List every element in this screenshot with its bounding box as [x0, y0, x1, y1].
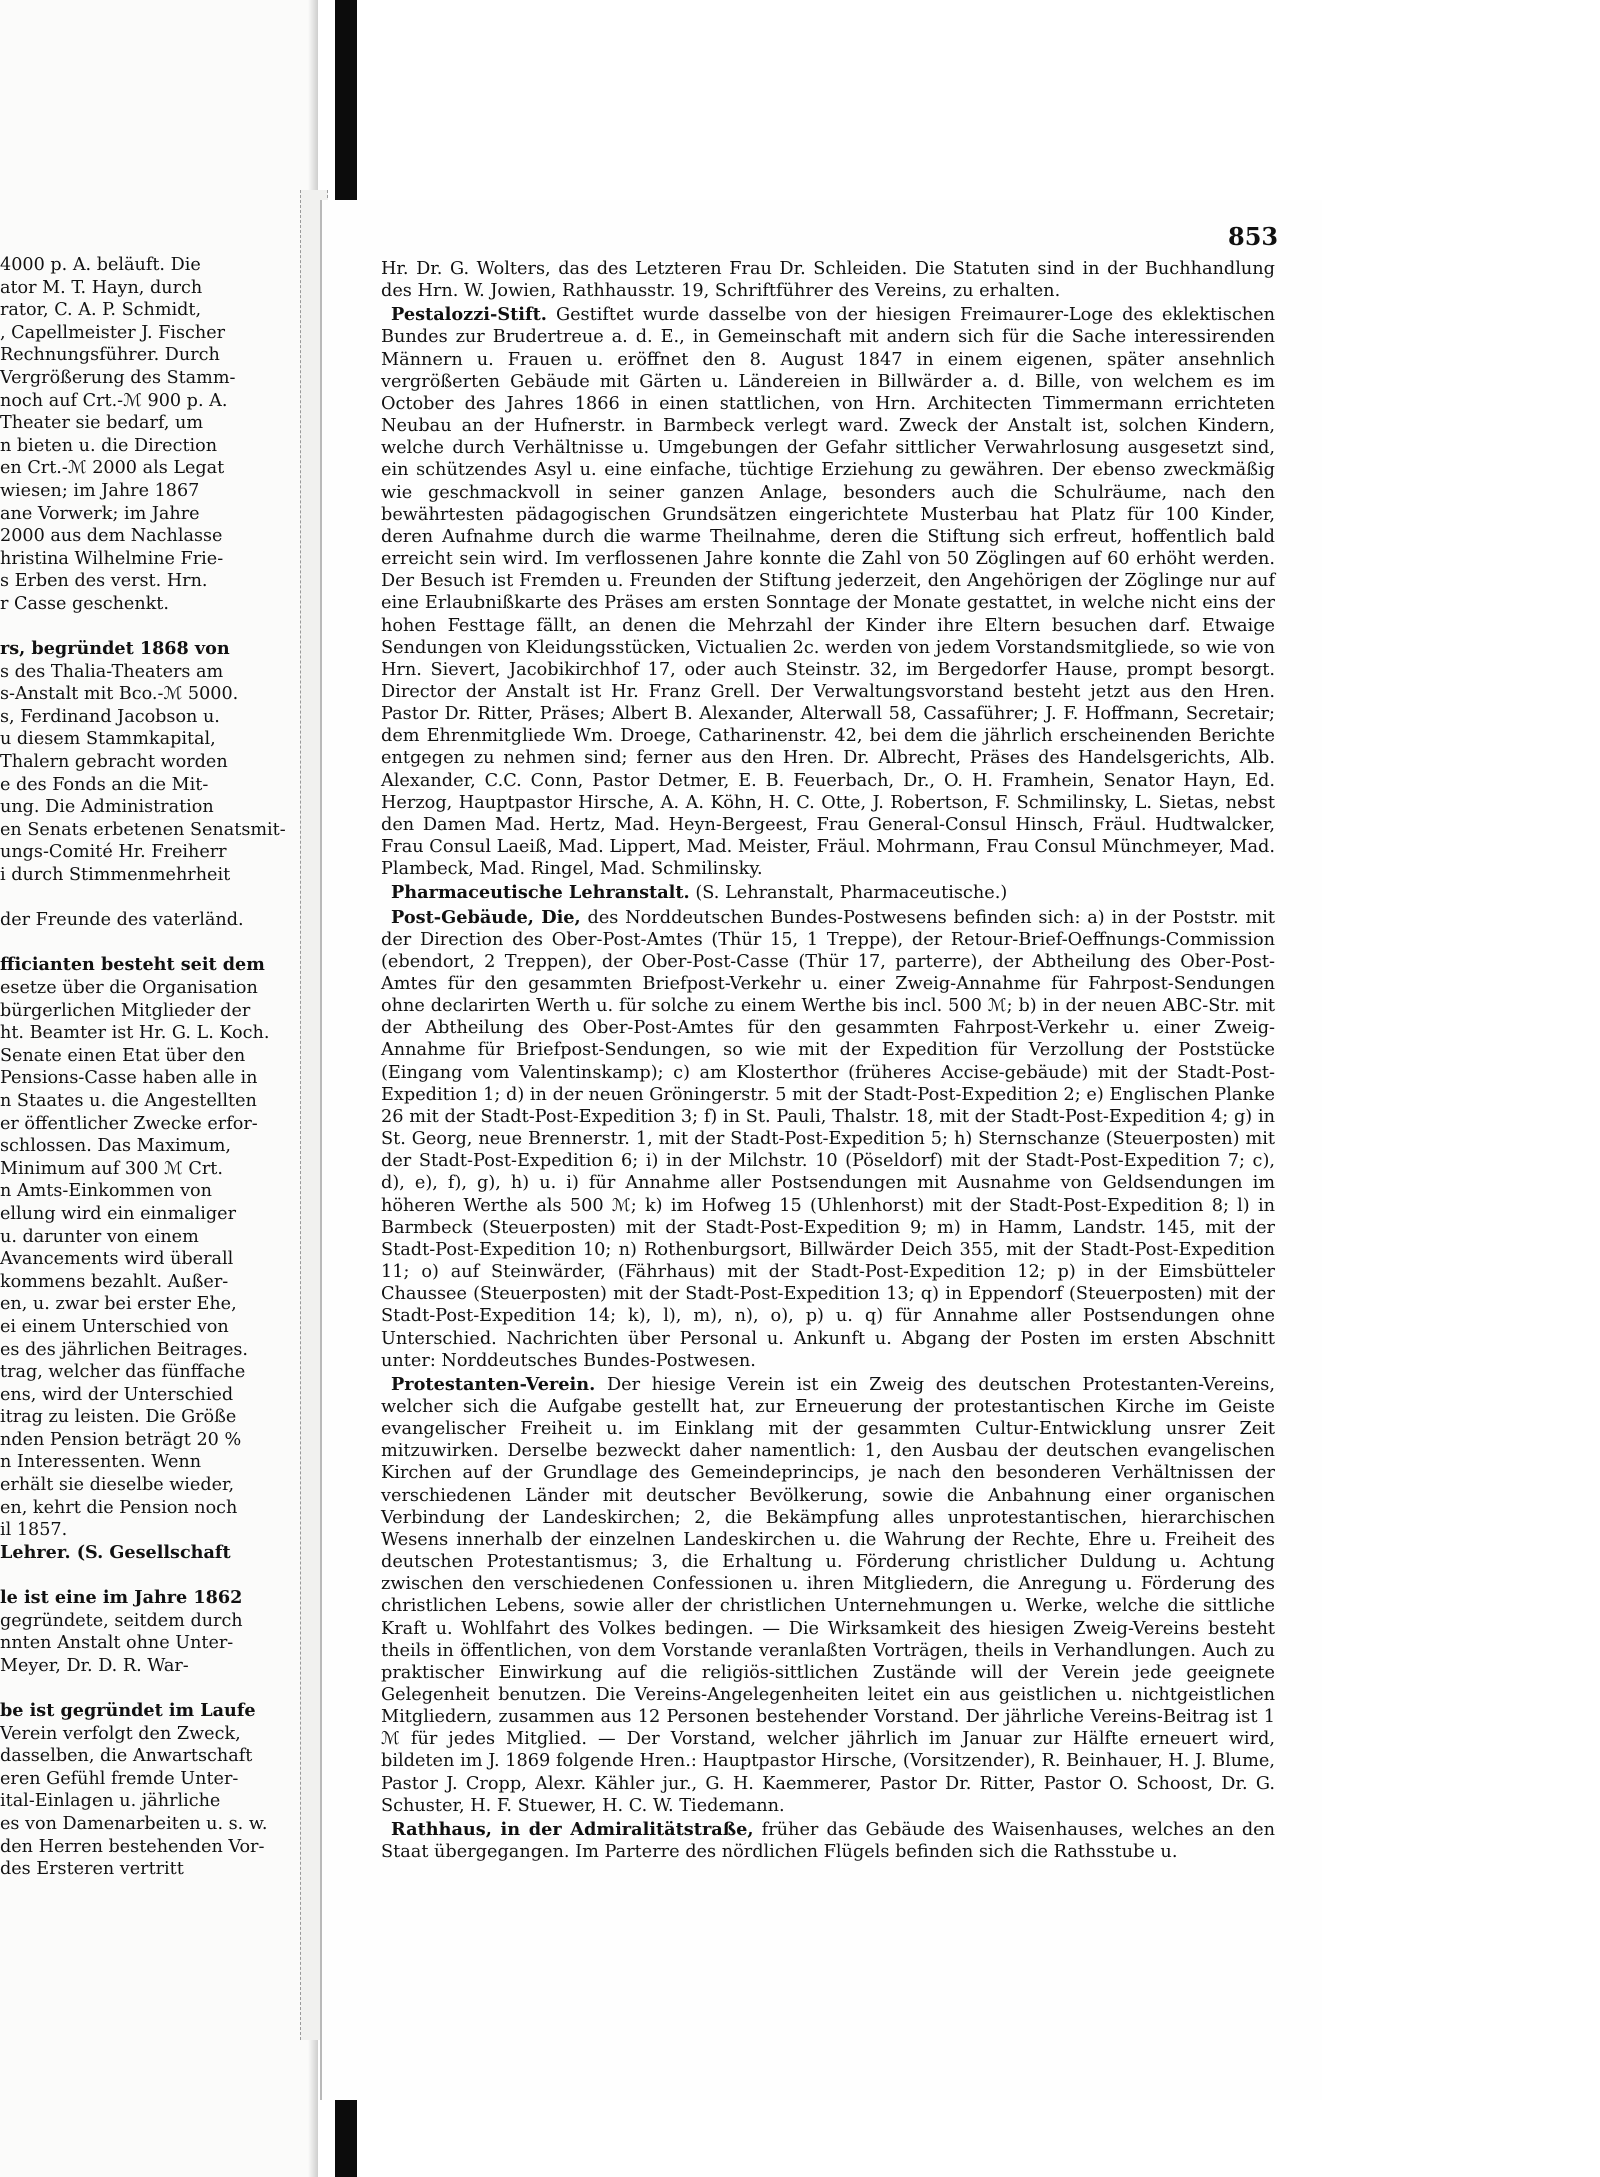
- left-line: en Crt.-ℳ 2000 als Legat: [0, 458, 225, 479]
- left-line: noch auf Crt.-ℳ 900 p. A.: [0, 390, 228, 411]
- left-line: nnten Anstalt ohne Unter-: [0, 1633, 234, 1654]
- left-line: ung. Die Administration: [0, 797, 214, 818]
- left-line: esetze über die Organisation: [0, 978, 258, 998]
- left-line: ht. Beamter ist Hr. G. L. Koch.: [0, 1023, 270, 1044]
- paragraph-continuation: Hr. Dr. G. Wolters, das des Letzteren Frau Dr. Schleiden. Die Statuten sind in der Buchhandlung des Hrn. W. Jowien, Rathhausstr. 19, Schriftführer des Vereins, zu erhalten.: [381, 259, 1275, 302]
- left-line: s, Ferdinand Jacobson u.: [0, 706, 220, 727]
- left-line: Theater sie bedarf, um: [0, 413, 204, 434]
- left-line: itrag zu leisten. Die Größe: [0, 1407, 237, 1428]
- left-line: 2000 aus dem Nachlasse: [0, 526, 223, 547]
- left-line: der Freunde des vaterländ.: [0, 910, 244, 931]
- left-page-text: [0, 254, 318, 1881]
- left-line: [0, 932, 318, 955]
- left-line: be ist gegründet im Laufe: [0, 1700, 256, 1721]
- left-line: ellung wird ein einmaliger: [0, 1203, 236, 1224]
- left-line: e des Fonds an die Mit-: [0, 774, 209, 795]
- left-line: es von Damenarbeiten u. s. w.: [0, 1813, 268, 1834]
- left-line: s des Thalia-Theaters am: [0, 661, 224, 682]
- left-line: r Casse geschenkt.: [0, 593, 169, 614]
- left-line: ei einem Unterschied von: [0, 1316, 229, 1337]
- left-line: ens, wird der Unterschied: [0, 1384, 234, 1405]
- right-page-text: [381, 258, 1275, 1865]
- page-number: 853: [1228, 222, 1279, 251]
- entry-heading: Post-Gebäude, Die,: [391, 906, 581, 928]
- entry-body: Gestiftet wurde dasselbe von der hiesigen Freimaurer-Loge des eklektischen Bundes zur Brudertreue a. d. E., in Gemeinschaft mit andern sich für die Sache interessirenden Männern u. Frauen u. eröffnet den 8. August 1847 in einem eigenen, später ansehnlich vergrößerten Gebäude mit Gärten u. Ländereien in Billwärder a. d. Bille, von welchem es im October des Jahres 1866 in einen stattlichen, von Hrn. Architecten Timmermann errichteten Neubau an der Hufnerstr. in Barmbeck verlegt ward. Zweck der Anstalt ist, solchen Kindern, welche durch Verhältnisse u. Umgebungen der Gefahr sittlicher Verwahrlosung ausgesetzt sind, ein schützendes Asyl u. eine einfache, tüchtige Erziehung zu gewähren. Der ebenso zweckmäßig wie geschmackvoll in seiner ganzen Anlage, besonders auch die Schulräume, nach den bewährtesten pädagogischen Grundsätzen eingerichtete Musterbau hat Platz für 100 Kinder, deren Aufnahme durch die warme Theilnahme, deren die Stiftung sich erfreut, hoffentlich bald erreicht sein wird. Im verflossenen Jahre konnte die Zahl von 50 Zöglingen auf 60 erhöht werden. Der Besuch ist Fremden u. Freunden der Stiftung jederzeit, den Angehörigen der Zöglinge nur auf eine Erlaubnißkarte des Präses am ersten Sonntage der Monate gestattet, in welche nicht eins der hohen Festtage fällt, an denen die Mehrzahl der Kinder ihre Eltern besuchen darf. Etwaige Sendungen von Kleidungsstücken, Victualien 2c. werden von jedem Vorstandsmitgliede, so wie von Hrn. Sievert, Jacobikirchhof 17, oder auch Steinstr. 32, im Bergedorfer Hause, prompt besorgt. Director der Anstalt ist Hr. Franz Grell. Der Verwaltungsvorstand besteht jetzt aus den Hren. Pastor Dr. Ritter, Präses; Albert B. Alexander, Alterwall 58, Cassaführer; J. F. Hoffmann, Secretair; dem Ehrenmitgliede Wm. Droege, Catharinenstr. 42, bei dem die jährlich erscheinenden Berichte entgegen zu nehmen sind; ferner aus den Hren. Dr. Albrecht, Präses des Handelsgerichts, Alb. Alexander, C.C. Conn, Pastor Detmer, E. B. Feuerbach, Dr., O. H. Framhein, Senator Hayn, Ed. Herzog, Hauptpastor Hirsche, A. A. Köhn, H. C. Otte, J. Robertson, F. Schmilinsky, L. Sietas, nebst den Damen Mad. Hertz, Mad. Heyn-Bergeest, Frau General-Consul Hinsch, Fräul. Hudtwalcker, Frau Consul Laeiß, Mad. Lippert, Mad. Meister, Fräul. Mohrmann, Frau Consul Münchmeyer, Mad. Plambeck, Mad. Ringel, Mad. Schmilinsky.: [381, 305, 1275, 880]
- left-line: en, kehrt die Pension noch: [0, 1497, 238, 1518]
- left-line: u diesem Stammkapital,: [0, 729, 216, 750]
- left-line: Pensions-Casse haben alle in: [0, 1068, 258, 1089]
- left-line: Thalern gebracht worden: [0, 752, 228, 773]
- left-line: s Erben des verst. Hrn.: [0, 571, 208, 592]
- entry-rathhaus: [381, 1819, 1275, 1863]
- left-line: kommens bezahlt. Außer-: [0, 1271, 229, 1292]
- left-line: n Amts-Einkommen von: [0, 1181, 212, 1202]
- entry-body: (S. Lehranstalt, Pharmaceutische.): [695, 883, 1008, 904]
- left-line: il 1857.: [0, 1520, 68, 1541]
- left-line: n bieten u. die Direction: [0, 435, 218, 456]
- left-line: rs, begründet 1868 von: [0, 638, 230, 660]
- left-line: es des jährlichen Beitrages.: [0, 1339, 249, 1360]
- left-line: ator M. T. Hayn, durch: [0, 277, 203, 298]
- left-line: trag, welcher das fünffache: [0, 1362, 246, 1383]
- entry-body: Der hiesige Verein ist ein Zweig des deutschen Protestanten-Vereins, welcher sich die Aufgabe gestellt hat, zur Erneuerung der protestantischen Kirche im Geiste evangelischer Freiheit u. im Einklang mit der gesammten Cultur-Entwicklung unsrer Zeit mitzuwirken. Derselbe bezweckt daher namentlich: 1, den Ausbau der deutschen evangelischen Kirchen auf der Grundlage des Gemeindeprincips, je nach den besonderen Verhältnissen der verschiedenen Länder mit deutscher Bevölkerung, sowie die Anbahnung einer organischen Verbindung der Landeskirchen; 2, die Bekämpfung alles unprotestantischen, hierarchischen Wesens innerhalb der einzelnen Landeskirchen u. die Wahrung der Rechte, Ehre u. Freiheit des deutschen Protestantismus; 3, die Erhaltung u. Förderung christlicher Duldung u. Achtung zwischen den verschiedenen Confessionen u. ihren Mitgliedern, die Anregung u. Förderung des christlichen Lebens, sowie aller der christlichen Unternehmungen u. Werke, welche die sittliche Kraft u. Wohlfahrt des Volkes bedingen. — Die Wirksamkeit des hiesigen Zweig-Vereins besteht theils in öffentlichen, von dem Vorstande veranlaßten Vorträgen, theils in Verhandlungen. Auch zu praktischer Einwirkung auf die religiös-sittlichen Zustände will der Verein jede geeignete Gelegenheit benutzen. Die Vereins-Angelegenheiten leitet ein aus geistlichen u. nichtgeistlichen Mitgliedern, zusammen aus 12 Personen bestehender Vorstand. Der jährliche Vereins-Beitrag ist 1 ℳ für jedes Mitglied. — Der Vorstand, welcher jährlich im Januar zur Hälfte erneuert wird, bildeten im J. 1869 folgende Hren.: Hauptpastor Hirsche, (Vorsitzender), R. Beinhauer, H. J. Blume, Pastor J. Cropp, Alexr. Kähler jur., G. H. Kaemmerer, Pastor Dr. Ritter, Pastor O. Schoost, Dr. G. Schuster, H. F. Stuewer, H. C. W. Tiedemann.: [381, 1374, 1275, 1816]
- left-line: n Staates u. die Angestellten: [0, 1090, 257, 1111]
- left-line: gegründete, seitdem durch: [0, 1610, 243, 1631]
- left-line: nden Pension beträgt 20 %: [0, 1429, 242, 1450]
- left-line: Vergrößerung des Stamm-: [0, 367, 236, 388]
- left-line: bürgerlichen Mitglieder der: [0, 1000, 251, 1021]
- left-line: eren Gefühl fremde Unter-: [0, 1768, 239, 1789]
- left-line: en, u. zwar bei erster Ehe,: [0, 1294, 237, 1315]
- left-line: n Interessenten. Wenn: [0, 1452, 202, 1473]
- left-line: i durch Stimmenmehrheit: [0, 865, 231, 886]
- entry-heading: Pharmaceutische Lehranstalt.: [391, 882, 690, 904]
- left-line: fficianten besteht seit dem: [0, 954, 265, 976]
- left-line: [0, 1564, 318, 1587]
- left-line: Minimum auf 300 ℳ Crt.: [0, 1158, 223, 1179]
- entry-pestalozzi-stift: [381, 304, 1275, 880]
- left-line: schlossen. Das Maximum,: [0, 1136, 231, 1157]
- left-line: Verein verfolgt den Zweck,: [0, 1723, 241, 1744]
- left-line: er öffentlicher Zwecke erfor-: [0, 1113, 258, 1134]
- left-line: Rechnungsführer. Durch: [0, 345, 220, 366]
- left-line: den Herren bestehenden Vor-: [0, 1836, 265, 1857]
- left-line: Senate einen Etat über den: [0, 1045, 246, 1066]
- left-line: 4000 p. A. beläuft. Die: [0, 255, 201, 275]
- left-line: erhält sie dieselbe wieder,: [0, 1475, 235, 1496]
- left-line: [0, 616, 318, 639]
- left-line: hristina Wilhelmine Frie-: [0, 548, 224, 569]
- entry-body: des Norddeutschen Bundes-Postwesens befinden sich: a) in der Poststr. mit der Direction des Ober-Post-Amtes (Thür 15, 1 Treppe), der Retour-Brief-Oeffnungs-Commission (ebendort, 2 Treppen), der Ober-Post-Casse (Thür 17, parterre), der Abtheilung des Ober-Post-Amtes für den gesammten Briefpost-Verkehr u. einer Zweig-Annahme für Fahrpost-Sendungen ohne declarirten Werth u. für solche zu einem Werthe bis incl. 500 ℳ; b) in der neuen ABC-Str. mit der Abtheilung des Ober-Post-Amtes für den gesammten Fahrpost-Verkehr u. einer Zweig-Annahme für Briefpost-Sendungen, so wie mit der Expedition für Verzollung der Poststücke (Eingang vom Valentinskamp); c) am Klosterthor (früheres Accise-gebäude) mit der Stadt-Post-Expedition 1; d) in der neuen Gröningerstr. 5 mit der Stadt-Post-Expedition 2; e) Englischen Planke 26 mit der Stadt-Post-Expedition 3; f) in St. Pauli, Thalstr. 18, mit der Stadt-Post-Expedition 4; g) in St. Georg, neue Brennerstr. 1, mit der Stadt-Post-Expedition 5; h) Sternschanze (Steuerposten) mit der Stadt-Post-Expedition 6; i) in der Milchstr. 10 (Pöseldorf) mit der Stadt-Post-Expedition 7; c), d), e), f), g), h) u. i) für Annahme aller Postsendungen mit Ausnahme von Geldsendungen im höheren Werthe als 500 ℳ; k) im Hofweg 15 (Uhlenhorst) mit der Stadt-Post-Expedition 8; l) in Barmbeck (Steuerposten) mit der Stadt-Post-Expedition 9; m) in Hamm, Landstr. 145, mit der Stadt-Post-Expedition 10; n) Rothenburgsort, Billwärder Deich 355, mit der Stadt-Post-Expedition 11; o) auf Steinwärder, (Fährhaus) mit der Stadt-Post-Expedition 12; p) in der Eimsbütteler Chaussee (Steuerposten) mit der Stadt-Post-Expedition 13; q) in Eppendorf (Steuerposten) mit der Stadt-Post-Expedition 14; k), l), m), n), o), p) u. q) für Annahme aller Postsendungen ohne Unterschied. Nachrichten über Personal u. Ankunft u. Abgang der Posten im ersten Abschnitt unter: Norddeutsches Bundes-Postwesen.: [381, 907, 1275, 1371]
- entry-post-gebaeude: [381, 907, 1275, 1372]
- left-line: ane Vorwerk; im Jahre: [0, 503, 200, 524]
- left-line: Meyer, Dr. D. R. War-: [0, 1655, 189, 1676]
- left-line: Lehrer. (S. Gesellschaft: [0, 1541, 231, 1563]
- left-line: [0, 887, 318, 910]
- left-page: [0, 0, 318, 2177]
- left-line: wiesen; im Jahre 1867: [0, 480, 200, 501]
- left-line: rator, C. A. P. Schmidt,: [0, 300, 202, 321]
- entry-heading: Rathhaus, in der Admiralitätstraße,: [391, 1818, 754, 1840]
- left-line: ital-Einlagen u. jährliche: [0, 1791, 221, 1812]
- entry-heading: Protestanten-Verein.: [391, 1373, 596, 1395]
- left-line: en Senats erbetenen Senatsmit-: [0, 819, 286, 840]
- left-line: dasselben, die Anwartschaft: [0, 1746, 253, 1767]
- left-line: [0, 1677, 318, 1700]
- left-line: Avancements wird überall: [0, 1249, 234, 1270]
- left-line: , Capellmeister J. Fischer: [0, 322, 226, 343]
- entry-protestanten-verein: [381, 1374, 1275, 1817]
- entry-heading: Pestalozzi-Stift.: [391, 304, 547, 326]
- left-line: le ist eine im Jahre 1862: [0, 1587, 243, 1609]
- entry-pharmaceutische-lehranstalt: [381, 882, 1275, 904]
- left-line: ungs-Comité Hr. Freiherr: [0, 842, 227, 863]
- left-line: des Ersteren vertritt: [0, 1859, 184, 1880]
- left-line: s-Anstalt mit Bco.-ℳ 5000.: [0, 684, 239, 705]
- left-line: u. darunter von einem: [0, 1226, 199, 1247]
- entry-body: früher das Gebäude des Waisenhauses, welches an den Staat übergegangen. Im Parterre des nördlichen Flügels befinden sich die Rathsstube u.: [381, 1819, 1275, 1863]
